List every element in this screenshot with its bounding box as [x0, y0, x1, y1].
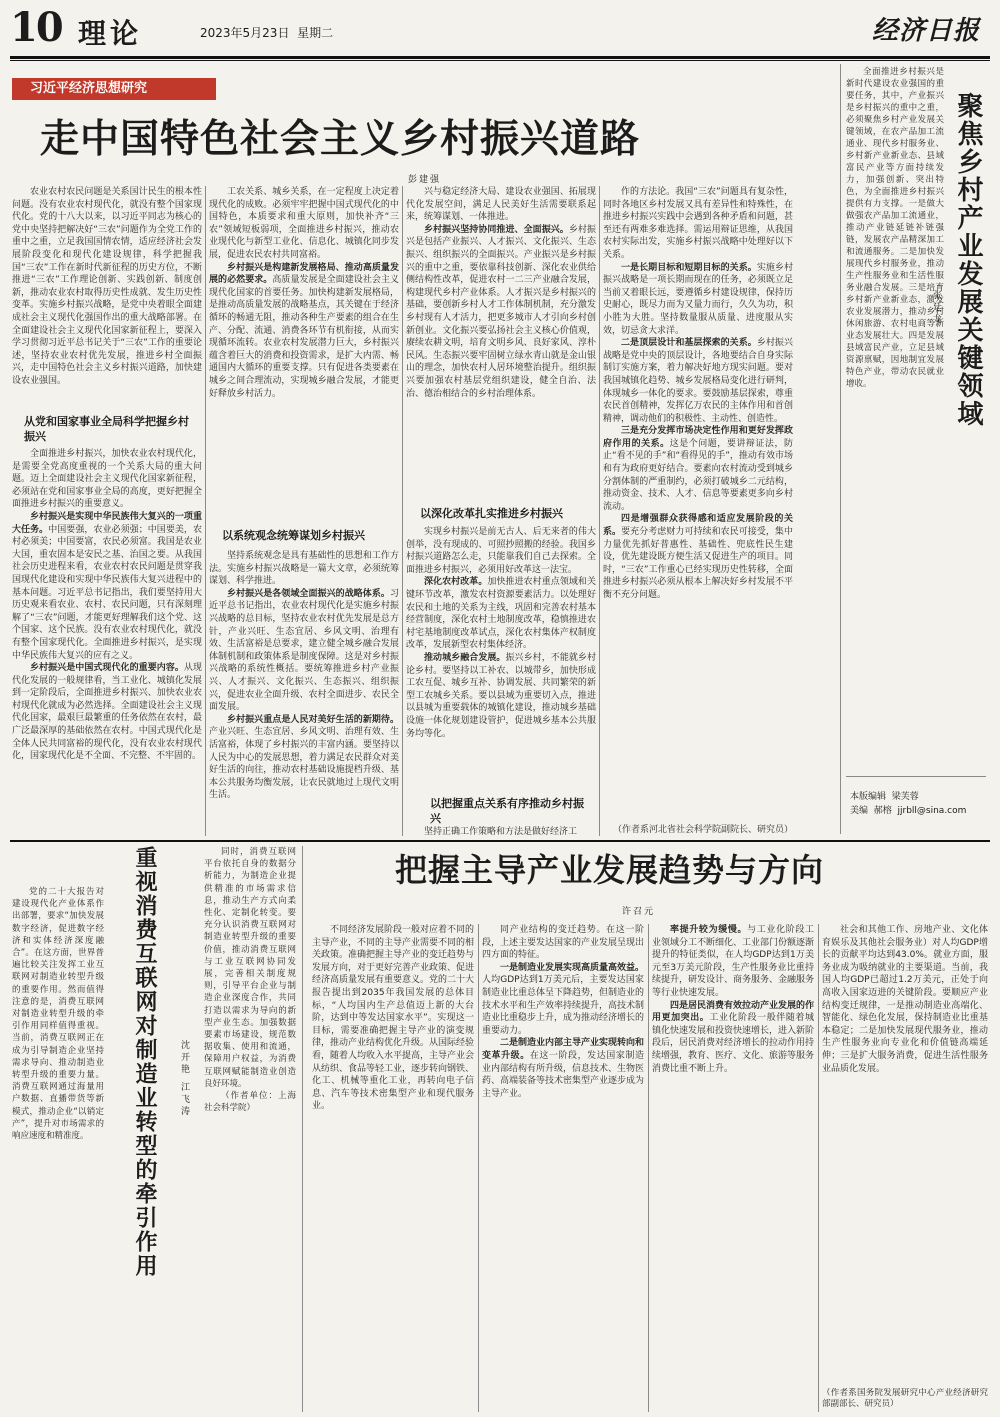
- contact-email: jjrbll@sina.com: [897, 806, 967, 816]
- article-column-2: [209, 550, 399, 838]
- lower-left-authors: 沈开艳 江飞涛: [179, 1040, 189, 1118]
- article-author: 彭建强: [408, 175, 442, 185]
- paragraph: 作的方法论。我国“三农”问题具有复杂性，同时各地区乡村发展又具有差异性和特殊性，在推进乡村振兴实践中会遇到各种矛盾和问题，甚至还有两难多难选择。需运用辩证思维，从我国农村实际出发，实施乡村振兴战略中处理好以下关系。: [603, 187, 793, 260]
- column-divider: [648, 924, 649, 1412]
- author-note-text: （作者系国务院发展研究中心产业经济研究部副部长、研究员）: [822, 1388, 988, 1409]
- paragraph: 中国要强，农业必须强；中国要美，农村必须美；中国要富，农民必须富。我国是农业大国，重农固本是安民之基、治国之要。从我国社会历史进程来看，农业农村农民问题是贯穿我国现代化建设和实现中华民族伟大复兴进程中的基本问题。习近平总书记指出，我们要坚持用大历史观来看农业、农村、农民问题，只有深刻理解了“三农”问题，才能更好理解我们这个党、这个国家、这个民族。没有农业农村现代化，就没有整个国家现代化。全面推进乡村振兴，是实现中华民族伟大复兴的应有之义。: [12, 524, 202, 661]
- paragraph: 坚持正确工作策略和方法是做好经济工: [424, 827, 578, 837]
- subheading-1: 从党和国家事业全局科学把握乡村振兴: [24, 415, 189, 443]
- lower-left-column-b: [204, 846, 296, 1410]
- paragraph: 加快推进农村重点领域和关键环节改革，激发农村资源要素活力。以处理好农民和土地的关系为主线，巩固和完善农村基本经营制度，深化农村土地制度改革，稳慎推进农村宅基地制度改革试点，深化农村集体产权制度改革，发展新型农村集体经济。: [406, 577, 596, 651]
- section-name: 理论: [78, 17, 143, 50]
- column-divider: [205, 186, 206, 836]
- designer-name: 郝榕: [873, 806, 892, 816]
- paragraph: 要充分考虑财力可持续和农民可接受，集中力量优先抓好普惠性、基础性、兜底性民生建设，优先建设既方便生活又促进生产的项目。同时，“三农”工作重心已经实现历史性转移，全面推进乡村振兴必须从根本上解决好乡村发展不平衡不充分问题。: [603, 527, 793, 600]
- article-column-3-top: [406, 186, 596, 506]
- bold-lead: 深化农村改革。: [424, 577, 488, 588]
- designer-label: 美编: [850, 806, 869, 816]
- article-column-4: [603, 186, 793, 822]
- newspaper-logo: 经济日报: [871, 16, 980, 46]
- dateline: [200, 24, 333, 41]
- credits: [850, 790, 966, 818]
- article-column-2-top: [209, 186, 399, 516]
- bold-lead: 率提升较为缓慢。: [670, 925, 748, 935]
- lower-right-column-2: [482, 924, 644, 1412]
- paragraph: 全面推进乡村振兴是新时代建设农业强国的重要任务，其中，产业振兴是乡村振兴的重中之重，必须聚焦乡村产业发展关键领域，在农产品加工流通业、现代乡村服务业、乡村新产业新业态、县域富民产业等方面持续发力，加强创新、突出特色，为全面推进乡村振兴提供有力支撑。一是做大做强农产品加工流通业，推动产业链延链补链强链，发展农产品精深加工和流通服务。二是加快发展现代乡村服务业，推动生产性服务业和生活性服务业融合发展。三是培育乡村新产业新业态，激发农业发展潜力，推动乡村休闲旅游、农村电商等新业态发展壮大。四是发展县域富民产业，立足县域资源禀赋，因地制宜发展特色产业，带动农民就业增收。: [846, 67, 944, 389]
- bold-lead: 乡村振兴是实现中华民族伟大复兴的一项重大任务。: [12, 511, 202, 535]
- bold-lead: 四是增强群众获得感和适应发展阶段的关系。: [603, 514, 793, 538]
- lower-right-title: 把握主导产业发展趋势与方向: [395, 851, 825, 889]
- bold-lead: 二是顶层设计和基层探索的关系。: [621, 338, 757, 349]
- article-column-3: [406, 526, 596, 790]
- column-divider: [402, 186, 403, 836]
- paragraph: 同产业结构的变迁趋势。在这一阶段，上述主要发达国家的产业发展呈现出四方面的特征。: [482, 925, 644, 961]
- paragraph: 人均GDP达到1万美元后，主要发达国家制造业比重总体呈下降趋势，但制造业的技术水平和生产效率持续提升，高技术制造业比重稳步上升，成为推动经济增长的重要动力。: [482, 975, 644, 1036]
- subheading-3: 以深化改革扎实推进乡村振兴: [420, 507, 563, 520]
- bold-lead: 乡村振兴是构建新发展格局、推动高质量发展的必然要求。: [209, 262, 399, 286]
- sidebar-text: [846, 66, 944, 766]
- bold-lead: 乡村振兴是中国式现代化的重要内容。: [30, 663, 184, 674]
- section-break-rule: [10, 840, 990, 842]
- paragraph: 从现代化发展的一般规律看，当工业化、城镇化发展到一定阶段后，全面推进乡村振兴、加快农业农村现代化就成为必然选择。全面建设社会主义现代化国家，最艰巨最繁重的任务依然在农村，最广泛最深厚的基础依然在农村。中国式现代化是全体人民共同富裕的现代化，没有农业农村现代化，国家现代化是不全面、不完整、不牢固的。: [12, 663, 202, 762]
- paragraph: 这是个问题，要讲辩证法，防止“看不见的手”和“看得见的手”，推动有效市场和有为政府更好结合。要素向农村流动受到城乡分割体制的严重制约，必须打破城乡二元结构，推动资金、技术、人才、信息等要素更多向乡村流动。: [603, 438, 793, 512]
- article-column-3-end: [406, 826, 596, 840]
- author-note: （作者单位：上海社会科学院）: [204, 1091, 296, 1114]
- bold-lead: 一是长期目标和短期目标的关系。: [621, 262, 757, 273]
- paragraph: 振兴乡村，不能就乡村论乡村。要坚持以工补农、以城带乡，加快形成工农互促、城乡互补、协调发展、共同繁荣的新型工农城乡关系。要以县域为重要切入点，推进以县城为重要载体的城镇化建设，推动城乡基础设施一体化规划建设管护，促进城乡基本公共服务均等化。: [406, 652, 596, 739]
- header-rule: [10, 56, 990, 59]
- credits-rule: [846, 776, 986, 777]
- page-number: 10: [10, 4, 62, 51]
- paragraph: 同时，消费互联网平台依托自身的数据分析能力，为制造企业提供精准的市场需求信息，推动生产方式向柔性化、定制化转变。要充分认识消费互联网对制造业转型升级的重要价值，推动消费互联网与工业互联网协同发展，完善相关制度规则，引导平台企业与制造企业深度合作，共同打造以需求为导向的新型产业生态。加强数据要素市场建设，规范数据收集、使用和流通，保障用户权益，为消费互联网赋能制造业创造良好环境。: [204, 847, 296, 1089]
- sidebar-author: 张廷龙: [931, 290, 941, 326]
- paragraph: 坚持系统观念是具有基础性的思想和工作方法。实施乡村振兴战略是一篇大文章，必须统筹谋划、科学推进。: [209, 551, 399, 587]
- lower-right-author-note: [822, 1388, 988, 1412]
- bold-lead: 一是制造业发展实现高质量高效益。: [500, 962, 644, 973]
- subheading-2: 以系统观念统筹谋划乡村振兴: [222, 529, 365, 542]
- lower-right-column-4: [822, 924, 988, 1386]
- column-divider: [478, 924, 479, 1412]
- sidebar-divider: [840, 64, 841, 834]
- bold-lead: 乡村振兴是各领域全面振兴的战略体系。: [227, 588, 390, 599]
- lower-left-title: 重视消费互联网对制造业转型的牵引作用: [132, 846, 158, 1278]
- paragraph: 农业农村农民问题是关系国计民生的根本性问题。没有农业农村现代化，就没有整个国家现代化。党的十八大以来，以习近平同志为核心的党中央坚持把解决好“三农”问题作为全党工作的重中之重，立足我国国情农情，适应经济社会发展阶段变化和现代化建设规律，科学把握我国“三农”工作在新时代新征程的历史方位，不断推进“三农”工作理论创新、实践创新、制度创新，推动农业农村取得历史性成就、发生历史性变革。实施乡村振兴战略，是党中央着眼全面建成社会主义现代化强国作出的重大战略部署。在全面建设社会主义现代化国家新征程上，要深入学习贯彻习近平总书记关于“三农”工作的重要论述，坚持农业农村优先发展，推进乡村全面振兴，走中国特色社会主义乡村振兴道路，加快建设农业强国。: [12, 187, 202, 386]
- article-column-1-intro: [12, 186, 202, 410]
- header-rule-thin: [10, 60, 990, 61]
- weekday: 星期二: [297, 26, 334, 40]
- paragraph: 党的二十大报告对建设现代化产业体系作出部署，要求“加快发展数字经济，促进数字经济和实体经济深度融合”。在这方面，世界普遍比较关注发挥工业互联网对制造业转型升级的重要作用。然而值得注意的是，消费互联网对制造业转型升级的牵引作用同样值得重视。当前，消费互联网正在成为引导制造企业坚持需求导向、推动制造业转型升级的重要力量。消费互联网通过海量用户数据、直播带货等新模式，推动企业“以销定产”，提升对市场需求的响应速度和精准度。: [12, 887, 104, 1142]
- lower-left-column-a: [12, 886, 104, 1410]
- column-divider: [302, 846, 303, 1412]
- paragraph: 实施乡村振兴战略是一项长期而现在的任务，必须既立足当前又着眼长远，要遵循乡村建设规律，保持历史耐心，既尽力而为又量力而行，久久为功，积小胜为大胜。坚持数量服从质量、进度服从实效，切忌贪大求洋。: [603, 262, 793, 336]
- paragraph: 乡村振兴战略是党中央的顶层设计，各地要结合自身实际制订实施方案，着力解决好地方现实问题。要对我国城镇化趋势、城乡发展格局变化进行研判，体现城乡一体化的要求。要鼓励基层探索，尊重农民首创精神，发挥亿万农民的主体作用和首创精神，调动他们的积极性、主动性、创造性。: [603, 338, 793, 424]
- paragraph: 不同经济发展阶段一般对应着不同的主导产业，不同的主导产业需要不同的相关政策。准确把握主导产业的变迁趋势与发展方向，对于更好完善产业政策、促进经济高质量发展有重要意义。党的二十大报告提出到2035年我国发展的总体目标，“人均国内生产总值迈上新的大台阶，达到中等发达国家水平”。实现这一目标，需要准确把握主导产业的演变规律，推动产业结构优化升级。从国际经验看，随着人均收入水平提高，主导产业会从纺织、食品等轻工业，逐步转向钢铁、化工、机械等重化工业，再转向电子信息、汽车等技术密集型产业和现代服务业。: [312, 925, 474, 1112]
- paragraph: 产业兴旺、生态宜居、乡风文明、治理有效、生活富裕，体现了乡村振兴的丰富内涵。要坚持以人民为中心的发展思想，着力满足农民群众对美好生活的向往，推动农村基础设施提档升级、基本公共服务均衡发展，让农民就地过上现代文明生活。: [209, 727, 399, 801]
- article-column-1: [12, 448, 202, 840]
- author-note: [603, 824, 793, 838]
- column-divider: [599, 186, 600, 836]
- lower-right-column-3: [652, 924, 814, 1412]
- masthead: [0, 0, 1000, 58]
- lower-right-author: 许召元: [622, 907, 656, 917]
- article-title: 走中国特色社会主义乡村振兴道路: [40, 117, 641, 162]
- bold-lead: 推动城乡融合发展。: [424, 652, 506, 663]
- bold-lead: 三是充分发挥市场决定性作用和更好发挥政府作用的关系。: [603, 426, 793, 449]
- paragraph: 兴与稳定经济大局、建设农业强国、拓展现代化发展空间，满足人民美好生活需要联系起来，统筹谋划、一体推进。: [406, 187, 596, 223]
- paragraph: 与工业化阶段工业领域分工不断细化、工业部门份额逐渐提升的特征类似，在人均GDP达到1万美元至3万美元阶段，生产性服务业比重持续提升，研发设计、商务服务、金融服务等行业快速发展。: [652, 925, 814, 998]
- bold-lead: 乡村振兴坚持协同推进、全面振兴。: [424, 224, 569, 235]
- lower-right-column-1: [312, 924, 474, 1412]
- editor-label: 本版编辑: [850, 792, 887, 802]
- editor-name: 梁芙蓉: [891, 792, 919, 802]
- author-note-text: （作者系河北省社会科学院副院长、研究员）: [612, 825, 793, 835]
- bold-lead: 四是居民消费有效拉动产业发展的作用更加突出。: [652, 1000, 814, 1024]
- paragraph: 在这一阶段，发达国家制造业内部结构有所升级，信息技术、生物医药、高端装备等技术密集型产业逐步成为主导产业。: [482, 1050, 644, 1099]
- paragraph: 社会和其他工作、房地产业、文化体育娱乐及其他社会服务业）对人均GDP增长的贡献平均达到43.0%。就业方面，服务业成为吸纳就业的主要渠道。当前，我国人均GDP已超过1.2万美元，正处于向高收入国家迈进的关键阶段。要顺应产业结构变迁规律，一是推动制造业高端化、智能化、绿色化发展，保持制造业比重基本稳定；二是加快发展现代服务业，推动生产性服务业向专业化和价值链高端延伸；三是扩大服务消费，促进生活性服务业品质化发展。: [822, 925, 988, 1074]
- sidebar-title: 聚焦乡村产业发展关键领域: [953, 92, 983, 428]
- column-divider: [818, 924, 819, 1412]
- bold-lead: 二是制造业内部主导产业实现转向和变革升级。: [482, 1038, 644, 1061]
- paragraph: 乡村振兴是包括产业振兴、人才振兴、文化振兴、生态振兴、组织振兴的全面振兴。产业振兴是乡村振兴的重中之重，要依靠科技创新、深化农业供给侧结构性改革，促进农村一二三产业融合发展，构建现代乡村产业体系。人才振兴是乡村振兴的基础，要创新乡村人才工作体制机制，充分激发乡村现有人才活力，把更多城市人才引向乡村创新创业。文化振兴要弘扬社会主义核心价值观，赓续农耕文明，培育文明乡风、良好家风、淳朴民风。生态振兴要牢固树立绿水青山就是金山银山的理念，加快农村人居环境整治提升。组织振兴要加强农村基层党组织建设，健全自治、法治、德治相结合的乡村治理体系。: [406, 224, 596, 399]
- paragraph: 高质量发展是全面建设社会主义现代化国家的首要任务。加快构建新发展格局，是推动高质量发展的战略基点，其关键在于经济循环的畅通无阻，推动各种生产要素的组合在生产、分配、流通、消费各环节有机衔接，从而实现循环流转。农业农村发展潜力巨大，乡村振兴蕴含着巨大的消费和投资需求，是扩大内需、畅通国内大循环的重要支撑。只有促进各类要素在城乡之间合理流动，实现城乡融合发展，才能更好释放乡村活力。: [209, 275, 399, 399]
- paragraph: 工业化阶段一般伴随着城镇化快速发展和投资快速增长，进入新阶段后，居民消费对经济增长的拉动作用持续增强，教育、医疗、文化、旅游等服务消费比重不断上升。: [652, 1013, 814, 1074]
- column-tag: 习近平经济思想研究: [12, 78, 216, 100]
- subheading-4: 以把握重点关系有序推动乡村振兴: [430, 797, 584, 825]
- paragraph: 习近平总书记指出，农业农村现代化是实施乡村振兴战略的总目标，坚持农业农村优先发展是总方针，产业兴旺、生态宜居、乡风文明、治理有效、生活富裕是总要求，建立健全城乡融合发展体制机制和政策体系是制度保障。这是对乡村振兴战略的系统性概括。要统筹推进乡村产业振兴、人才振兴、文化振兴、生态振兴、组织振兴，促进农业全面升级、农村全面进步、农民全面发展。: [209, 588, 399, 713]
- paragraph: 全面推进乡村振兴，加快农业农村现代化，是需要全党高度重视的一个关系大局的重大问题。迈上全面建设社会主义现代化国家新征程，必须站在党和国家事业全局的高度，更好把握全面推进乡村振兴的重要意义。: [12, 449, 202, 510]
- date: 2023年5月23日: [200, 26, 290, 40]
- paragraph: 工农关系、城乡关系，在一定程度上决定着现代化的成败。必须牢牢把握中国式现代化的中国特色，本质要求和重大原则，加快补齐“三农”领域短板弱项，全面推进乡村振兴，推动农业现代化与新型工业化、信息化、城镇化同步发展，促进农民农村共同富裕。: [209, 187, 399, 260]
- paragraph: 实现乡村振兴是前无古人、后无来者的伟大创举，没有现成的、可照抄照搬的经验。我国乡村振兴道路怎么走，只能靠我们自己去探索。全面推进乡村振兴，必须用好改革这一法宝。: [406, 527, 596, 575]
- bold-lead: 乡村振兴重点是人民对美好生活的新期待。: [227, 714, 399, 725]
